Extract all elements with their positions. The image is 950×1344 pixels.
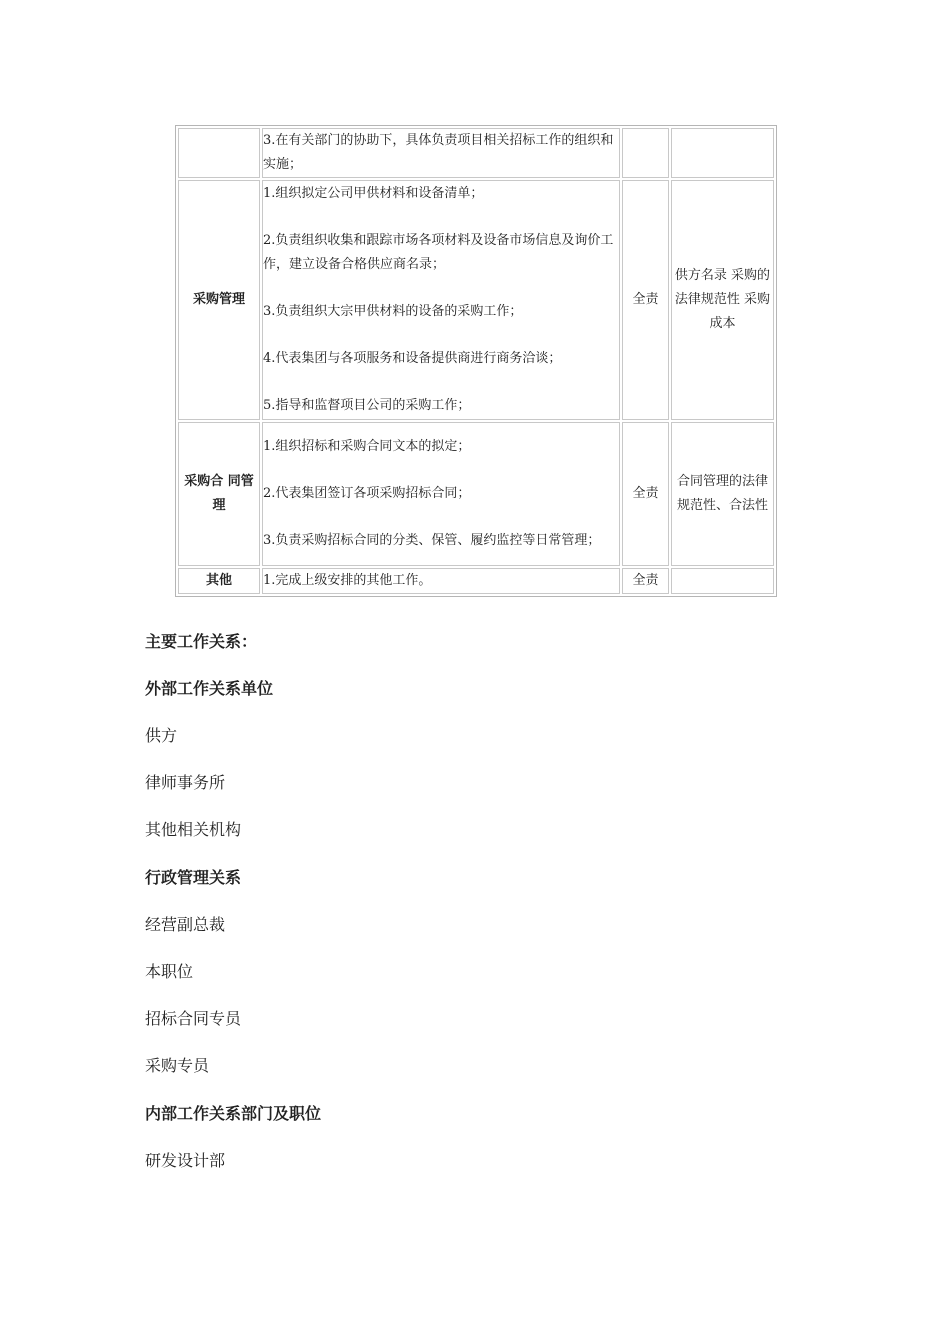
duty-item: 1.组织拟定公司甲供材料和设备清单；: [263, 186, 484, 201]
scope-cell: [671, 568, 774, 594]
duties-cell: [262, 128, 620, 178]
category-cell: [178, 128, 260, 178]
external-heading: 外部工作关系单位: [145, 679, 274, 698]
duty-item: 2.负责组织收集和跟踪市场各项材料及设备市场信息及询价工作，建立设备合格供应商名录；: [263, 233, 614, 272]
duty-item: 1.组织招标和采购合同文本的拟定；: [263, 439, 471, 454]
responsibility-cell: [622, 128, 669, 178]
duties-cell: [262, 568, 620, 594]
duty-item: 4.代表集团与各项服务和设备提供商进行商务洽谈；: [263, 351, 562, 366]
table-row: [178, 180, 774, 420]
external-item: 供方: [145, 726, 178, 745]
duty-item: 1.完成上级安排的其他工作。: [263, 573, 432, 588]
table-row: [178, 128, 774, 178]
internal-heading: 内部工作关系部门及职位: [145, 1104, 322, 1123]
scope-cell: 供方名录 采购的法律规范性 采购成本: [671, 180, 774, 420]
internal-item: 研发设计部: [145, 1151, 226, 1170]
responsibility-cell: 全责: [622, 568, 669, 594]
category-cell: 其他: [178, 568, 260, 594]
category-cell: 采购合 同管理: [178, 422, 260, 566]
admin-item: 本职位: [145, 962, 194, 981]
duty-item: 3.在有关部门的协助下，具体负责项目相关招标工作的组织和实施；: [263, 133, 614, 172]
admin-heading: 行政管理关系: [145, 868, 242, 887]
table-row: [178, 568, 774, 594]
relations-heading: 主要工作关系：: [145, 632, 258, 651]
admin-item: 经营副总裁: [145, 915, 226, 934]
category-cell: 采购管理: [178, 180, 260, 420]
scope-cell: 合同管理的法律规范性、合法性: [671, 422, 774, 566]
duty-table: [175, 125, 777, 597]
duty-item: 5.指导和监督项目公司的采购工作；: [263, 398, 471, 413]
external-item: 律师事务所: [145, 773, 226, 792]
duty-item: 3.负责组织大宗甲供材料的设备的采购工作；: [263, 304, 523, 319]
external-item: 其他相关机构: [145, 820, 242, 839]
duty-item: 2.代表集团签订各项采购招标合同；: [263, 486, 471, 501]
duties-cell: [262, 180, 620, 420]
responsibility-cell: 全责: [622, 180, 669, 420]
admin-item: 采购专员: [145, 1056, 210, 1075]
responsibility-cell: 全责: [622, 422, 669, 566]
table-row: [178, 422, 774, 566]
duty-item: 3.负责采购招标合同的分类、保管、履约监控等日常管理；: [263, 533, 601, 548]
admin-item: 招标合同专员: [145, 1009, 242, 1028]
duties-cell: [262, 422, 620, 566]
scope-cell: [671, 128, 774, 178]
